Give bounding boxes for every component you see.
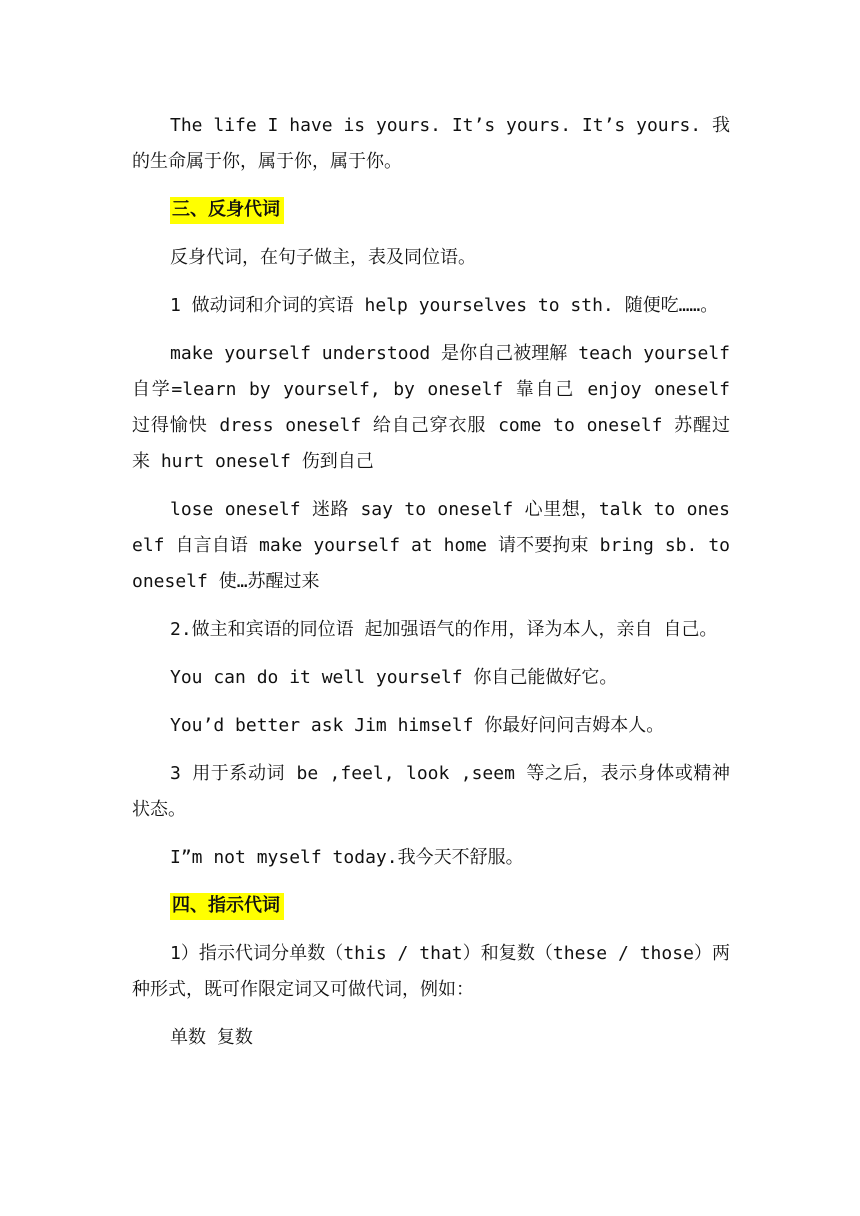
- section-heading-reflexive-pronouns: [132, 192, 730, 228]
- paragraph-rule-3: 3 用于系动词 be ,feel, look ,seem 等之后，表示身体或精神状态。: [132, 763, 730, 820]
- section-heading-demonstrative-pronouns: [132, 888, 730, 924]
- highlighted-heading-text: 四、指示代词: [170, 893, 284, 920]
- paragraph-example-3: I”m not myself today.我今天不舒服。: [170, 847, 524, 868]
- paragraph-phrases-1: make yourself understood 是你自己被理解 teach yourself 自学=learn by yourself, by oneself 靠自己 enjoy oneself 过得愉快 dress oneself 给自己穿衣服 come to oneself 苏醒过来 hurt oneself 伤到自己: [132, 343, 730, 472]
- paragraph-singular-plural: 单数 复数: [170, 1027, 253, 1048]
- paragraph-life-quote: The life I have is yours. It’s yours. It’s yours. 我的生命属于你，属于你，属于你。: [132, 115, 730, 172]
- paragraph-reflexive-intro: 反身代词，在句子做主，表及同位语。: [170, 247, 476, 268]
- paragraph-phrases-2: lose oneself 迷路 say to oneself 心里想，talk to oneself 自言自语 make yourself at home 请不要拘束 bring sb. to oneself 使…苏醒过来: [132, 499, 730, 592]
- paragraph-example-2: You’d better ask Jim himself 你最好问问吉姆本人。: [170, 715, 665, 736]
- paragraph-rule-1: 1 做动词和介词的宾语 help yourselves to sth. 随便吃……。: [170, 295, 719, 316]
- highlighted-heading-text: 三、反身代词: [170, 197, 284, 224]
- paragraph-rule-2: 2.做主和宾语的同位语 起加强语气的作用，译为本人，亲自 自己。: [170, 619, 718, 640]
- document-body: [132, 108, 730, 1068]
- paragraph-example-1: You can do it well yourself 你自己能做好它。: [170, 667, 618, 688]
- paragraph-demonstrative-intro: 1）指示代词分单数（this / that）和复数（these / those）两种形式，既可作限定词又可做代词，例如：: [132, 943, 730, 1000]
